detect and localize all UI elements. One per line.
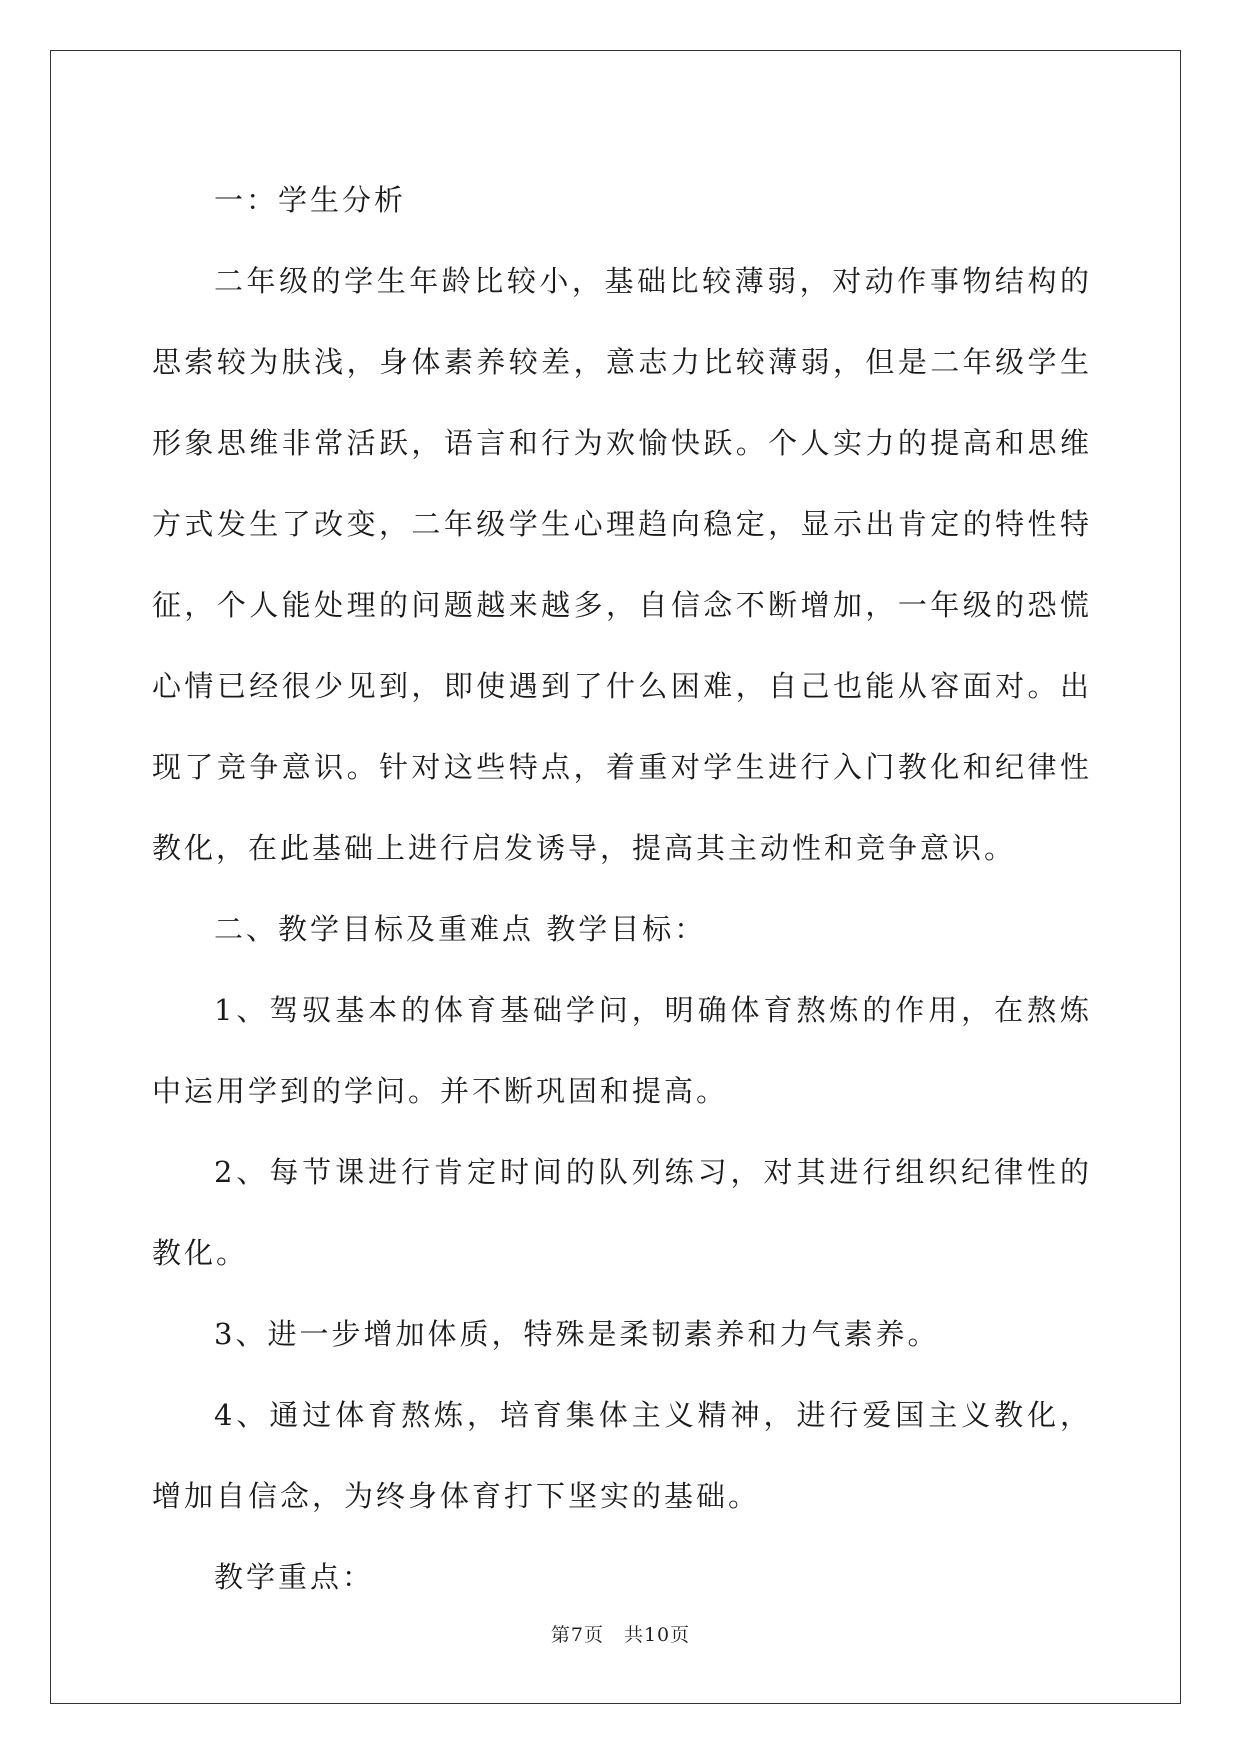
goal-item-3: 3、进一步增加体质，特殊是柔韧素养和力气素养。 <box>214 1317 940 1351</box>
paragraph-student-analysis: 二年级的学生年龄比较小，基础比较薄弱，对动作事物结构的思索较为肤浅，身体素养较差，意志力比较薄弱，但是二年级学生形象思维非常活跃，语言和行为欢愉快跃。个人实力的提高和思维方式发生了改变，二年级学生心理趋向稳定，显示出肯定的特性特征，个人能处理的问题越来越多，自信念不断增加，一年级的恐慌心情已经很少见到，即使遇到了什么困难，自己也能从容面对。出现了竞争意识。针对这些特点，着重对学生进行入门教化和纪律性教化，在此基础上进行启发诱导，提高其主动性和竞争意识。 <box>152 264 1092 865</box>
document-body <box>152 160 1092 1618</box>
section-heading-student-analysis: 一：学生分析 <box>214 183 407 217</box>
goal-item-2: 2、每节课进行肯定时间的队列练习，对其进行组织纪律性的教化。 <box>152 1155 1092 1270</box>
page-number: 第7页 共10页 <box>550 1624 691 1646</box>
section-heading-teaching-goals: 二、教学目标及重难点 教学目标： <box>214 912 707 946</box>
goal-item-4: 4、通过体育熬炼，培育集体主义精神，进行爱国主义教化，增加自信念，为终身体育打下坚实的基础。 <box>152 1398 1092 1513</box>
goal-item-1: 1、驾驭基本的体育基础学问，明确体育熬炼的作用，在熬炼中运用学到的学问。并不断巩固和提高。 <box>152 993 1092 1108</box>
section-heading-teaching-focus: 教学重点： <box>214 1560 375 1594</box>
